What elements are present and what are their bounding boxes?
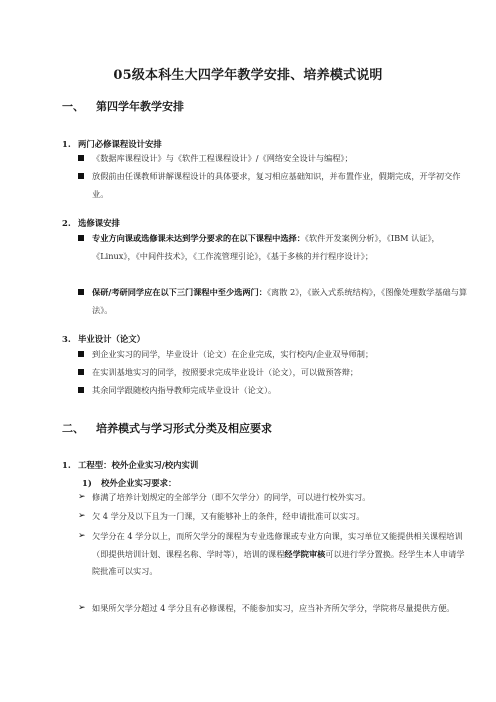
- section-2-heading: [62, 420, 272, 436]
- section-2-title: 培养模式与学习形式分类及相应要求: [96, 422, 272, 435]
- section-1-title: 第四学年教学安排: [96, 100, 184, 113]
- arrow-bullet-icon: ➢: [78, 511, 86, 521]
- subsection-1-2-title: 选修课安排: [78, 218, 120, 228]
- graduate-requirement-bold: 保研/考研同学应在以下三门课程中至少选两门：: [92, 287, 267, 297]
- arrow-bullet-icon: ➢: [78, 492, 86, 502]
- list-item: 在实训基地实习的同学，按照要求完成毕业设计（论文），可以做预答辩；: [76, 364, 468, 382]
- subsubsection-heading: 1) 校外企业实习要求：: [82, 478, 177, 488]
- arrow-bullet-icon: ➢: [78, 603, 86, 613]
- section-2-number: 二、: [62, 422, 84, 435]
- subsection-1-2-heading: 2. 选修课安排: [62, 218, 120, 228]
- section-1-number: 一、: [62, 100, 84, 113]
- arrow-bullet-icon: ➢: [78, 531, 86, 541]
- subsection-2-1-title: 工程型：校外企业实习/校内实训: [78, 460, 199, 470]
- list-item: ➢ 欠 4 学分及以下且为一门课，又有能够补上的条件，经申请批准可以实习。: [78, 508, 466, 526]
- list-item: ➢ 修满了培养计划规定的全部学分（即不欠学分）的同学，可以进行校外实习。: [78, 489, 466, 507]
- list-item: 到企业实习的同学，毕业设计（论文）在企业完成，实行校内/企业双导师制；: [76, 346, 468, 364]
- list-item: 专业方向课或选修课未达到学分要求的在以下课程中选择：《软件开发案例分析》，《IBM 认证》，《Linux》，《中间件技术》，《工作流管理引论》，《基于多核的并行程序设计》；: [76, 230, 468, 265]
- list-item: 保研/考研同学应在以下三门课程中至少选两门：《离散 2》，《嵌入式系统结构》，《图像处理数学基础与算法》。: [76, 284, 468, 319]
- subsection-1-1-heading: 1. 两门必修课程设计安排: [62, 139, 162, 149]
- list-item: 放假前由任课教师讲解课程设计的具体要求，复习相应基础知识，并布置作业，假期完成，开学初交作业。: [76, 168, 468, 203]
- subsection-2-1-heading: 1. 工程型：校外企业实习/校内实训: [62, 460, 199, 470]
- subsection-1-3-title: 毕业设计（论文）: [78, 334, 145, 344]
- subsubsection-title: 校外企业实习要求：: [101, 478, 177, 488]
- review-note-bold: 经学院审核: [284, 548, 326, 559]
- section-1-heading: [62, 98, 184, 114]
- subsection-1-1-title: 两门必修课程设计安排: [78, 139, 162, 149]
- list-item: ➢ 如果所欠学分超过 4 学分且有必修课程，不能参加实习，应当补齐所欠学分，学院将尽量提供方便。: [78, 600, 466, 618]
- elective-requirement-bold: 专业方向课或选修课未达到学分要求的在以下课程中选择：: [92, 233, 305, 243]
- list-item: 《数据库课程设计》与《软件工程课程设计》/《网络安全设计与编程》；: [76, 150, 468, 168]
- subsection-1-3-heading: 3. 毕业设计（论文）: [62, 334, 145, 344]
- list-item: 其余同学跟随校内指导教师完成毕业设计（论文）。: [76, 382, 468, 400]
- list-item: ➢ 欠学分在 4 学分以上，而所欠学分的课程为专业选修课或专业方向课，实习单位又能提供相关课程培训（即提供培训计划、课程名称、学时等），培训的课程经学院审核可以进行学分置换。经学生本人申请学院批准可以实习。: [78, 528, 466, 581]
- document-title: 05级本科生大四学年教学安排、培养模式说明: [113, 68, 383, 83]
